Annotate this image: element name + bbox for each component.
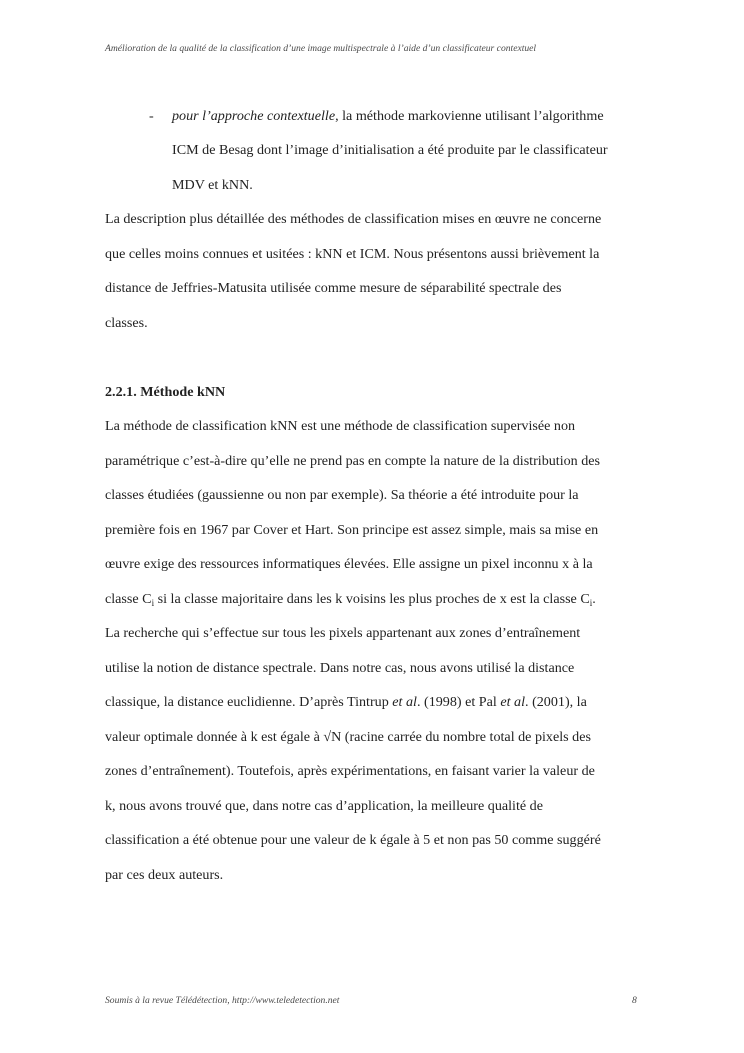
list-item-line-3: MDV et kNN. xyxy=(172,177,253,193)
citation-line xyxy=(105,693,587,711)
paragraph-line: zones d’entraînement). Toutefois, après expérimentations, en faisant varier la valeur de xyxy=(105,763,595,779)
class-line-text: . xyxy=(592,591,596,607)
paragraph-line: La méthode de classification kNN est une méthode de classification supervisée non xyxy=(105,418,576,434)
page-number: 8 xyxy=(632,995,637,1006)
intro-line: que celles moins connues et usitées : kNN et ICM. Nous présentons aussi brièvement la xyxy=(105,246,600,262)
citation-text: . (1998) et Pal xyxy=(416,694,501,710)
paragraph-line: utilise la notion de distance spectrale. Dans notre cas, nous avons utilisé la distance xyxy=(105,660,575,676)
paragraph-line: La recherche qui s’effectue sur tous les pixels appartenant aux zones d’entraînement xyxy=(105,625,581,641)
intro-line: La description plus détaillée des méthodes de classification mises en œuvre ne concerne xyxy=(105,211,602,227)
paragraph-line: œuvre exige des ressources informatiques élevées. Elle assigne un pixel inconnu x à la xyxy=(105,556,593,572)
footer-journal: Soumis à la revue Télédétection, http://www.teledetection.net xyxy=(105,995,340,1006)
paragraph-line: k, nous avons trouvé que, dans notre cas d’application, la meilleure qualité de xyxy=(105,798,543,814)
list-item-line-2: ICM de Besag dont l’image d’initialisation a été produite par le classificateur xyxy=(172,142,608,158)
paragraph-line: paramétrique c’est-à-dire qu’elle ne prend pas en compte la nature de la distribution des xyxy=(105,453,601,469)
paragraph-line: classification a été obtenue pour une valeur de k égale à 5 et non pas 50 comme suggéré xyxy=(105,832,601,848)
paragraph-line: classes étudiées (gaussienne ou non par exemple). Sa théorie a été introduite pour la xyxy=(105,487,579,503)
et-al-italic: et al xyxy=(500,694,526,710)
running-header: Amélioration de la qualité de la classification d’une image multispectrale à l’aide d’un classificateur contextuel xyxy=(105,43,537,54)
section-heading: 2.2.1. Méthode kNN xyxy=(105,384,226,400)
list-italic-lead: pour l’approche contextuelle xyxy=(172,108,336,124)
list-dash: - xyxy=(149,108,154,124)
paragraph-line: première fois en 1967 par Cover et Hart. Son principe est assez simple, mais sa mise en xyxy=(105,522,599,538)
et-al-italic: et al xyxy=(392,694,417,710)
citation-text: classique, la distance euclidienne. D’après Tintrup xyxy=(105,694,393,710)
paragraph-line: valeur optimale donnée à k est égale à √N (racine carrée du nombre total de pixels des xyxy=(105,729,591,745)
list-item-line-1 xyxy=(172,107,604,125)
subscript-i: i xyxy=(589,598,593,608)
list-line-1-rest: , la méthode markovienne utilisant l’algorithme xyxy=(335,108,604,124)
subscript-i: i xyxy=(151,598,155,608)
intro-line: distance de Jeffries-Matusita utilisée comme mesure de séparabilité spectrale des xyxy=(105,280,562,296)
intro-line: classes. xyxy=(105,315,148,331)
class-line-text: classe C xyxy=(105,591,152,607)
paragraph-line: par ces deux auteurs. xyxy=(105,867,224,883)
class-definition-line xyxy=(105,590,596,608)
citation-text: . (2001), la xyxy=(525,694,587,710)
class-line-text: si la classe majoritaire dans les k voisins les plus proches de x est la classe C xyxy=(154,591,590,607)
